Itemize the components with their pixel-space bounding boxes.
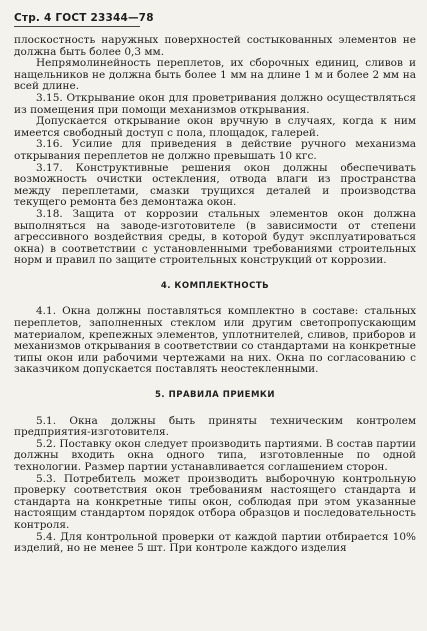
page-header: Стр. 4 ГОСТ 23344—78 xyxy=(14,12,140,27)
section4-content xyxy=(14,306,416,376)
section3-continuation xyxy=(14,35,416,267)
document-body xyxy=(14,35,416,555)
paragraph: 5.3. Потребитель может производить выборочную контрольную проверку соответствия окон требованиям настоящего стандарта и стандарта на конкретные типы окон, соблюдая при этом указанные настоящим стандартом порядок отбора образцов и последовательность контроля. xyxy=(14,472,416,531)
paragraph: 5.2. Поставку окон следует производить партиями. В состав партии должны входить окна одного типа, изготовленные по одной технологии. Размер партии устанавливается соглашением сторон. xyxy=(14,437,416,473)
paragraph: плоскостность наружных поверхностей состыкованных элементов не должна быть более 0,3 мм. xyxy=(14,34,416,58)
paragraph: 3.16. Усилие для приведения в действие ручного механизма открывания переплетов не должно превышать 10 кгс. xyxy=(14,138,416,162)
paragraph: 3.17. Конструктивные решения окон должны обеспечивать возможность очистки остекления, отвода влаги из пространства между переплетами, смазки трущихся деталей и производства текущего ремонта без демонтажа окон. xyxy=(14,161,416,209)
section5-title: 5. ПРАВИЛА ПРИЕМКИ xyxy=(155,390,275,401)
paragraph: Допускается открывание окон вручную в случаях, когда к ним имеется свободный доступ с пола, площадок, галерей. xyxy=(14,115,416,139)
paragraph: 5.1. Окна должны быть приняты техническим контролем предприятия-изготовителя. xyxy=(14,414,416,439)
paragraph: 3.15. Открывание окон для проветривания должно осуществляться из помещения при помощи механизмов открывания. xyxy=(14,91,416,116)
section5-content xyxy=(14,416,416,555)
paragraph: 3.18. Защита от коррозии стальных элементов окон должна выполняться на заводе-изготовителе (в зависимости от степени агрессивного воздействия среды, в которой будут эксплуатироваться окна) в соответствии с установленными требованиями строительных норм и правил по защите строительных конструкций от коррозии. xyxy=(14,207,416,267)
paragraph: Непрямолинейность переплетов, их сборочных единиц, сливов и нащельников не должна быть более 1 мм на длине 1 м и более 2 мм на всей длине. xyxy=(14,57,416,93)
paragraph: 4.1. Окна должны поставляться комплектно в составе: стальных переплетов, заполненных стеклом или другим светопропускающим материалом, крепежных элементов, уплотнителей, сливов, приборов и механизмов открывания в соответствии со стандартами на конкретные типы окон или рабочими чертежами на них. Окна по согласованию с заказчиком допускается поставлять неостекленными. xyxy=(14,305,416,376)
paragraph: 5.4. Для контрольной проверки от каждой партии отбирается 10% изделий, но не менее 5 шт. При контроле каждого изделия xyxy=(14,530,416,555)
document-page xyxy=(14,12,416,555)
section4-title: 4. КОМПЛЕКТНОСТЬ xyxy=(160,280,270,291)
